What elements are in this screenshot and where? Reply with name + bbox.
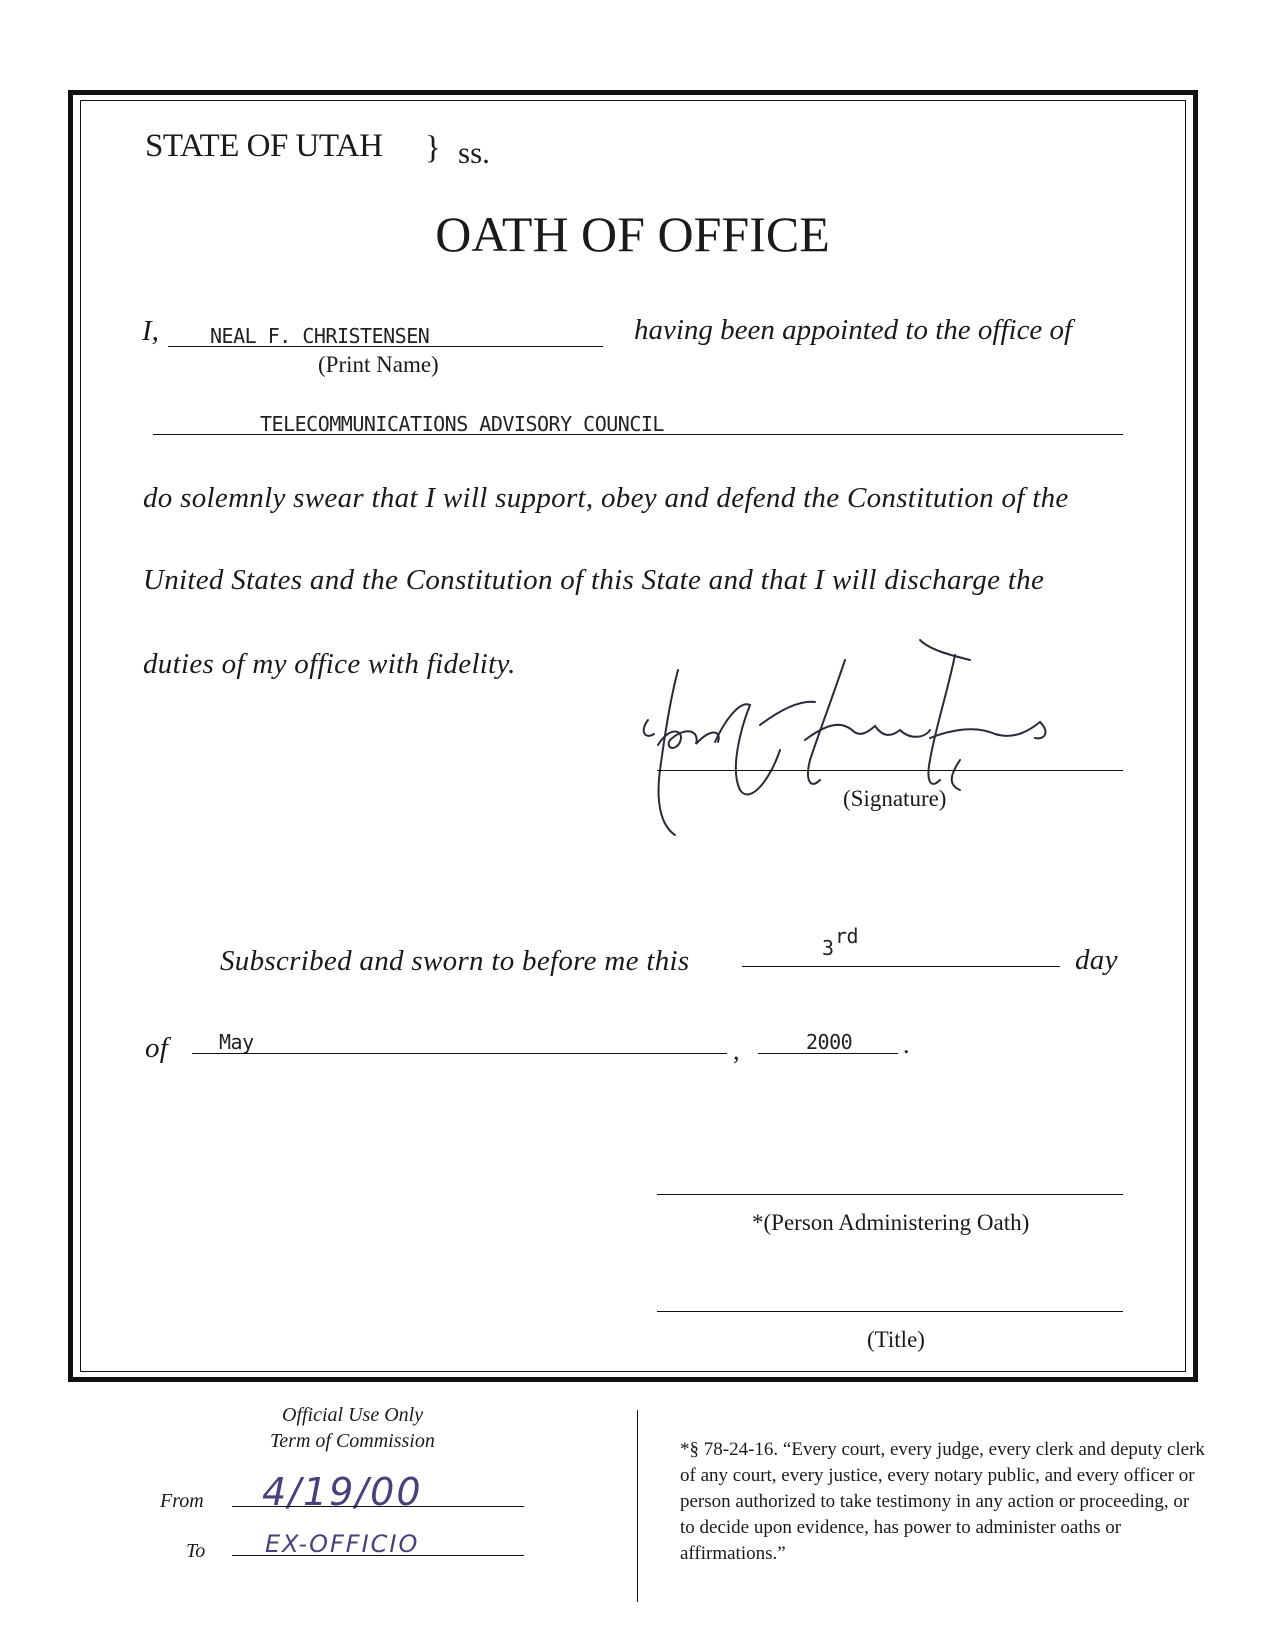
day-word: day [1075,944,1118,976]
statute-note: *§ 78-24-16. “Every court, every judge, every clerk and deputy clerk of any court, every justice, every notary public, and every officer or person authorized to take testimony in any action or proceeding, or to decide upon evidence, has power to administer oaths or affirmations.” [680,1439,1205,1564]
term-heading: Term of Commission [270,1430,435,1452]
oath-line-3: duties of my office with fidelity. [143,648,516,680]
to-label: To [186,1540,206,1562]
office-line [153,434,1123,435]
handwritten-signature [630,630,1100,850]
year-line [758,1053,898,1054]
from-label: From [160,1490,204,1512]
title-caption: (Title) [867,1327,925,1352]
from-line [232,1506,524,1507]
ss-abbreviation: ss. [458,135,490,170]
title-line [657,1311,1123,1312]
pronoun-i: I, [142,315,159,347]
document-title: OATH OF OFFICE [435,206,830,262]
from-value: 4/19/00 [262,1470,423,1514]
day-line [742,966,1060,967]
print-name-value: NEAL F. CHRISTENSEN [210,324,430,348]
official-use-heading: Official Use Only [282,1404,424,1426]
to-value: EX-OFFICIO [265,1530,420,1558]
state-heading: STATE OF UTAH [145,128,383,164]
office-value: TELECOMMUNICATIONS ADVISORY COUNCIL [260,412,664,436]
administrator-line [657,1194,1123,1195]
appointed-text: having been appointed to the office of [634,314,1073,346]
administrator-caption: *(Person Administering Oath) [752,1210,1030,1235]
month-value: May [219,1030,254,1054]
subscribed-text: Subscribed and sworn to before me this [220,945,690,977]
day-number: 3 [822,936,834,960]
oath-line-1: do solemnly swear that I will support, obey and defend the Constitution of the [143,482,1069,514]
of-word: of [145,1032,169,1064]
date-comma: , [733,1036,740,1065]
date-period: . [903,1030,910,1059]
brace-symbol: } [425,130,441,166]
signature-caption: (Signature) [843,786,947,811]
column-divider [637,1410,638,1602]
oath-line-2: United States and the Constitution of this State and that I will discharge the [143,564,1045,596]
print-name-caption: (Print Name) [318,352,439,377]
day-suffix: rd [835,924,859,948]
month-line [192,1053,727,1054]
year-value: 2000 [806,1030,853,1054]
print-name-line [168,346,603,347]
signature-line [657,770,1123,771]
to-line [232,1555,524,1556]
